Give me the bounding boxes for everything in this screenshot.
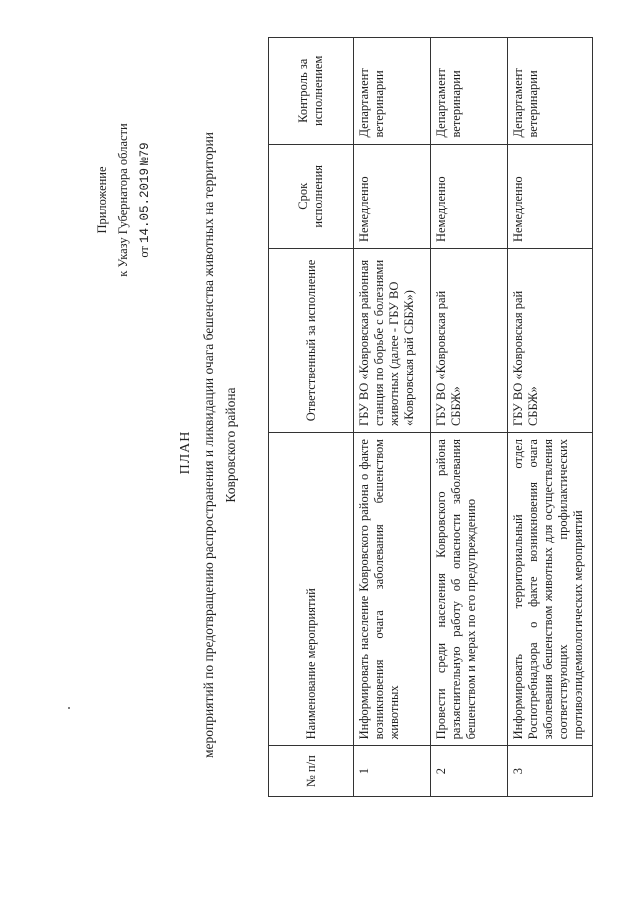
decree-date: 14.05.2019 bbox=[138, 167, 152, 243]
row-measure: Информировать территориальный отдел Роспотребнадзора о факте возникновения очага заболевания бешенством животных для осуществления соответствующих профилактических противоэпидемиологических мероприятий bbox=[508, 433, 593, 746]
header-cell-responsible: Ответственный за исполнение bbox=[269, 248, 354, 432]
scan-speck bbox=[68, 707, 70, 709]
table-row bbox=[354, 38, 431, 797]
row-term: Немедленно bbox=[508, 144, 593, 248]
table-row bbox=[431, 38, 508, 797]
appendix-date-line: от 14.05.2019 №79 bbox=[137, 142, 152, 258]
header-cell-term: Срок исполнения bbox=[269, 144, 354, 248]
decree-number: №79 bbox=[138, 142, 152, 165]
row-term: Немедленно bbox=[431, 144, 508, 248]
row-control: Департамент ветеринарии bbox=[431, 38, 508, 145]
header-cell-num: № п/п bbox=[269, 746, 354, 797]
appendix-label: Приложение bbox=[95, 166, 109, 234]
table-row bbox=[508, 38, 593, 797]
header-cell-name: Наименование мероприятий bbox=[269, 433, 354, 746]
row-number: 1 bbox=[354, 746, 431, 797]
row-measure: Информировать население Ковровского района о факте возникновения очага заболевания бешенством животных bbox=[354, 433, 431, 746]
appendix-block bbox=[92, 70, 156, 330]
row-control: Департамент ветеринарии bbox=[508, 38, 593, 145]
row-responsible: ГБУ ВО «Ковровская рай СББЖ» bbox=[431, 248, 508, 432]
row-responsible: ГБУ ВО «Ковровская районная станция по борьбе с болезнями животных (далее - ГБУ ВО «Ковровская рай СББЖ») bbox=[354, 248, 431, 432]
row-measure: Провести среди населения Ковровского района разъяснительную работу об опасности заболевания бешенством и мерах по его предупреждению bbox=[431, 433, 508, 746]
plan-subtitle: мероприятий по предотвращению распространения и ликвидации очага бешенства животных на территории Ковровского района bbox=[201, 132, 238, 758]
appendix-decree: к Указу Губернатора области bbox=[116, 123, 130, 277]
row-number: 2 bbox=[431, 746, 508, 797]
row-responsible: ГБУ ВО «Ковровская рай СББЖ» bbox=[508, 248, 593, 432]
table-header-row bbox=[269, 38, 354, 797]
row-number: 3 bbox=[508, 746, 593, 797]
header-cell-control: Контроль за исполнением bbox=[269, 38, 354, 145]
row-term: Немедленно bbox=[354, 144, 431, 248]
row-control: Департамент ветеринарии bbox=[354, 38, 431, 145]
measures-table bbox=[268, 37, 593, 797]
plan-title: ПЛАН bbox=[178, 430, 193, 475]
